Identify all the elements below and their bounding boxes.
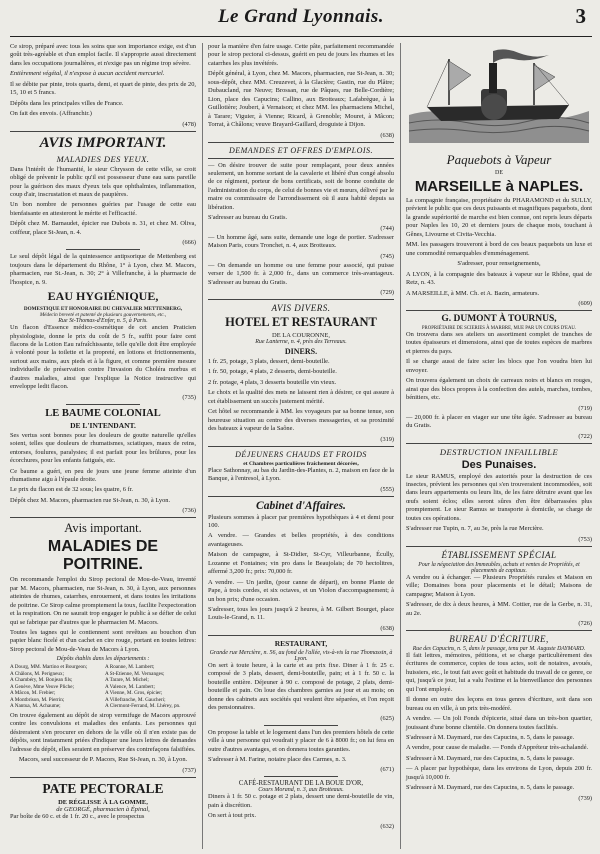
list-item: A Dourg, MM. Martino et Bourgeon; xyxy=(10,664,88,671)
paragraph: Dépôt général, à Lyon, chez M. Macors, pharmacien, rue St-Jean, n. 30; sous-dépôt, chez MM. Creuzevet, à la Glacière; Gastin, rue du Plâtre; Dubaucland, rue Neuve; Brossan, rue de Pâques, rue Belle-Cordière; Lion, place des Capucins; Callino, aux Brotteaux; Lafabrègue, à la Guillotière; Joubert, à Vernaison; et chez MM. les pharmaciens Michel, à Tarare; Viguier, à Vienne; Ricard, à Grenoble; Mouret, à Mâcon; Torrat, à Châlons; veuve Brayard-Gaillard, droguiste à Dijon. xyxy=(208,70,394,129)
ad-subtitle: Médecin breveté et patenté de plusieurs gouvernements, etc., xyxy=(39,312,167,319)
ad-maladies-yeux xyxy=(10,135,196,247)
paragraph: Ses vertus sont bonnes pour les douleurs de goutte naturelle qu'elles soient, telles que douleurs de rhumatismes, sciatiques, maux de reins, entorses, foulures, paralysies; il est parfait pour les brûlures, pour les écorchures, pour les enfants fatigués, etc. xyxy=(10,431,196,465)
divider xyxy=(66,249,140,250)
paragraph: Le seul dépôt légal de la quintessence antipsorique de Mettenberg est toujours dans le département du Rhône, 1° à Lyon, chez M. Macors, pharmacien, rue St.-Jean, n. 30; 2° à Villefranche, à la pharmacie de l'hospice, n. 9. xyxy=(10,253,196,286)
ad-ref: (729) xyxy=(380,288,394,296)
ad-eau-hygienique xyxy=(10,253,196,400)
divider xyxy=(406,546,592,547)
ad-title: Paquebots à Vapeur xyxy=(446,152,552,167)
divider xyxy=(208,496,394,497)
divider xyxy=(406,310,592,311)
ad-ref: (632) xyxy=(380,822,394,830)
paragraph: Entièrement végétal, il n'expose à aucun accident mercuriel. xyxy=(10,70,165,78)
ad-title: MALADIES DE POITRINE. xyxy=(47,538,159,574)
paragraph: Ce sirop, préparé avec tous les soins que son importance exige, est d'un goût très-agréable et d'un emploi facile. Il s'approprie aussi directement dans les occupations journalières, et n'exige pas un régime trop sévère. xyxy=(10,43,196,67)
paragraph: A LYON, à la compagnie des bateaux à vapeur sur le Rhône, quai de Retz, n. 43. xyxy=(406,270,592,287)
ad-ref: (739) xyxy=(578,794,592,802)
ad-subtitle: de GEORGÉ, pharmacien à Épinal, xyxy=(56,805,150,813)
paragraph: 2 fr. potage, 4 plats, 3 desserts bouteille vin vieux. xyxy=(208,378,337,386)
paragraph: A vendre. — Un joli Fonds d'épicerie, situé dans un très-bon quartier, jouissant d'une bonne clientèle. On donnera toutes facilités. xyxy=(406,715,592,731)
divider xyxy=(208,446,394,447)
paragraph: — Un homme âgé, sans suite, demande une loge de portier. S'adresser Maison Paris, cours Tronchet, n. 4, aux Brotteaux. xyxy=(208,233,394,250)
ad-ref: (555) xyxy=(380,485,394,493)
paragraph: On trouvera également un choix de carreaux noirs et blancs en rouges, ainsi que des blocs propres à la confection des autels, marches, tombes, bénitiers, etc. xyxy=(406,377,592,402)
ad-title: ÉTABLISSEMENT SPÉCIAL xyxy=(441,549,557,560)
list-item: A Roanne, M. Lambert; xyxy=(105,664,155,671)
page-header xyxy=(10,0,592,37)
paragraph: On propose la table et le logement dans l'un des premiers hôtels de cette ville à une personne qui voudrait y placer de 6 à 8000 fr.; on lui fera en outre d'autres avantages, et on donnera toutes garanties. xyxy=(208,728,394,753)
paragraph: La compagnie française, propriétaire du PHARAMOND et du SULLY, prévient le public que ces deux puissants et magnifiques paquebots, dont la grande supériorité de marche est bien connue, ont repris leurs départs pour Naples les 10, 20 et derniers jours de chaque mois, touchant à Gênes, Livourne et Civita-Vecchia. xyxy=(406,197,592,238)
section-demandes-emplois xyxy=(208,146,394,296)
paragraph: Place Sathonnay, au bas du Jardin-des-Plantes, n. 2, maison en face de la Banque, à l'entresol, à Lyon. xyxy=(208,466,394,483)
paragraph: A vendre, pour cause de maladie. — Fonds d'Appréteur très-achalandé. xyxy=(406,744,589,752)
paragraph: S'adresser rue Tupin, n. 7, au 3e, près la rue Mercière. xyxy=(406,525,544,533)
paragraph: S'adresser à M. Daymard, rue des Capucins, n. 5, dans le passage. xyxy=(406,784,575,792)
list-item: A Clermont-Ferrand, M. Lhérey, pn. xyxy=(105,703,181,710)
list-item: A Vienne, M. Gros, épicier; xyxy=(105,690,163,697)
paragraph: On fait des envois. (Affranchir.) xyxy=(10,110,92,118)
list-item: A Châlons, M. Perigneux; xyxy=(10,670,65,677)
paragraph: Diners à 1 fr. 50 c. potage et 2 plats, dessert une demi-bouteille de vin, pain à discrétion. xyxy=(208,793,394,809)
section-title: AVIS DIVERS. xyxy=(271,302,331,313)
ad-bureau-ecriture xyxy=(406,634,592,802)
ad-cafe-restaurant xyxy=(208,780,394,829)
ad-title: EAU HYGIÉNIQUE, xyxy=(47,289,159,304)
paragraph: — A placer par hypothèque, dans les environs de Lyon, depuis 200 fr. jusqu'à 10,000 fr. xyxy=(406,765,592,781)
ad-title: AVIS IMPORTANT. xyxy=(39,134,167,151)
column-2 xyxy=(202,43,394,849)
ad-ref: (745) xyxy=(380,252,394,260)
ad-ref: (726) xyxy=(578,619,592,627)
divider xyxy=(208,158,394,159)
ad-title: DÉJEUNERS CHAUDS ET FROIDS xyxy=(235,449,367,459)
ad-pate-pectorale xyxy=(10,781,196,821)
ad-ref: (319) xyxy=(380,435,394,443)
paragraph: Il donne en outre des leçons en tous genres d'écriture, soit dans son bureau ou en ville, à un prix très-modéré. xyxy=(406,696,592,712)
paragraph: Cet hôtel se recommande à MM. les voyageurs par sa bonne tenue, son heureuse situation au centre des diverses messageries, et sa proximité des bateaux à vapeur de la Saône. xyxy=(208,408,394,433)
ad-address: Grande rue Mercière, n. 56, au fond de l'allée, vis-à-vis la rue Thomassin, à Lyon. xyxy=(209,649,393,662)
paragraph: Le choix et la qualité des mets ne laissent rien à désirer, ce qui assure à cet établissement un succès justement mérité. xyxy=(208,389,394,405)
ad-subtitle: DOMESTIQUE ET HONORAIRE DU CHEVALIER METTENBERG, xyxy=(23,306,183,313)
ad-ref: (671) xyxy=(380,766,394,774)
ad-ref: (722) xyxy=(578,432,592,440)
ad-title: PATE PECTORALE xyxy=(42,780,164,796)
columns xyxy=(10,43,592,849)
list-item: A St-Etienne, M. Vernanges; xyxy=(105,670,165,677)
ad-address: Rue des Capucins, n. 5, dans le passage, tenu par M. Auguste DAYMARD. xyxy=(412,645,586,652)
ad-baume-colonial xyxy=(10,408,196,515)
ad-title: G. DUMONT À TOURNUS, xyxy=(441,313,557,324)
ad-title: LE BAUME COLONIAL xyxy=(45,407,161,419)
column-1 xyxy=(10,43,196,849)
paragraph: Dans l'intérêt de l'humanité, le sieur Chrysson de cette ville, se croit obligé de prévenir le public qu'il est possesseur d'une eau sans pareille pour la guérison des maux d'yeux tels que ophthalmies, inflammation, coup d'air, inscrustation et maux de paupières. xyxy=(10,165,196,198)
divider xyxy=(208,299,394,300)
masthead-title: Le Grand Lyonnais. xyxy=(217,6,385,27)
paragraph: Il se charge aussi de faire scier les blocs que l'on voudra bien lui envoyer. xyxy=(406,358,592,374)
list-item: A Valence, M. Lambert; xyxy=(105,683,155,690)
ad-title: CAFÉ-RESTAURANT DE LA BOUE D'OR, xyxy=(238,780,364,788)
ad-subtitle: DE xyxy=(495,170,503,176)
ad-address: Cours Morand, n. 3, aux Brotteaux. xyxy=(258,787,344,794)
ad-ref: (736) xyxy=(182,507,196,515)
ad-title: Cabinet d'Affaires. xyxy=(256,499,346,512)
divider xyxy=(208,635,394,636)
paragraph: Un bon nombre de personnes guéries par l'usage de cette eau bienfaisante en attesteront le mérite et l'efficacité. xyxy=(10,201,196,217)
paragraph: Il fait lettres, mémoires, pétitions, et se charge particulièrement des écritures de commerce, copies de tous actes, soit de notaires, avoués, huissiers, etc., le tout fait avec goût et habitude du travail de ce genre, ce qui, jusqu'à ce jour, lui a valu l'estime et la bienveillance des personnes qui l'ont employé. xyxy=(406,651,592,693)
ad-ref: (638) xyxy=(380,131,394,139)
ad-subtitle: MALADIES DES YEUX. xyxy=(56,153,150,164)
list-item: A Montbrison, M. Pierrin; xyxy=(10,696,65,703)
signature: Macors, seul successeur de P. Macors, Rue St-Jean, n. 30, à Lyon. xyxy=(18,756,188,764)
ad-address: Rue Lanterne, n. 4, près des Terreaux. xyxy=(255,338,347,345)
ad-ref: (609) xyxy=(578,299,592,307)
paragraph: A MARSEILLE, à MM. Ch. et A. Bazin, armateurs. xyxy=(406,289,540,297)
ad-pension xyxy=(208,729,394,774)
paragraph: On sert à toute heure, à la carte et au prix fixe. Diner à 1 fr. 25 c. composé de 3 plats, dessert, demi-bouteille, pain; et à 1 fr. 50 c. la bouteille entière. Déjeuner à 90 c. composé de potage, 2 plats, demi-bouteille et pain. On loue des chambres garnies au jour et au mois; on donne des cabinets aux sociétés qui veulent être séparées, et l'on reçoit des pensionnaires. xyxy=(208,661,394,712)
ad-ref: (719) xyxy=(578,404,592,412)
divider xyxy=(66,404,140,405)
section-title: DEMANDES ET OFFRES D'EMPLOIS. xyxy=(228,145,374,155)
divider xyxy=(406,443,592,444)
paragraph: 1 fr. 50, potage, 4 plats, 2 desserts, demi-bouteille. xyxy=(208,368,337,376)
ad-cabinet-affaires xyxy=(208,500,394,632)
paragraph: On trouvera dans ses ateliers un assortiment complet de tranches de toutes épaisseurs et dimensions, ainsi que de toutes espèces de marbres et pierres du pays. xyxy=(406,330,592,355)
paragraph: — On désire trouver de suite pour remplaçant, pour deux années seulement, un homme sortant de la cavalerie et libéré d'un congé absolu de ce régiment, porteur de bons certificats, soit de bonne conduite de l'administration du corps, de celui de bonnes vie et mœurs, délivré par le maire ou commissaire de l'arrondissement où il aura habité depuis sa libération. xyxy=(208,161,394,211)
ad-title: HOTEL ET RESTAURANT xyxy=(225,314,377,329)
ad-ref: (625) xyxy=(380,714,394,722)
column-3 xyxy=(400,43,592,849)
paragraph: Dépôt chez M. Macors, pharmacien rue St-Jean, n. 30, à Lyon. xyxy=(10,496,171,504)
paragraph: Ce baume a guéri, en peu de jours une jeune femme atteinte d'un rhumatisme aigu à l'épaule droite. xyxy=(10,467,196,483)
page-number: 3 xyxy=(575,4,586,28)
ad-restaurant xyxy=(208,639,394,722)
paragraph: A vendre. — Un jardin, (pour canne de départ), en bonne Plante de Pape, à trois cordes, et six octaves, et un Violon d'accompagnement; à un bon prix; d'une occasion. xyxy=(208,578,394,603)
depots-title: Dépôts établis dans les départements : xyxy=(56,656,150,663)
list-item: A Nantua, M. Achaume; xyxy=(10,703,61,710)
ad-subtitle: DE RÉGLISSE À LA GOMME, xyxy=(58,798,148,806)
steamship-illustration xyxy=(406,45,592,143)
ad-title: DESTRUCTION INFAILLIBLE xyxy=(439,446,559,457)
list-item: A Genève, Mme Veuve Pliche; xyxy=(10,683,75,690)
paragraph: S'adresser à M. Daymard, rue des Capucins, n. 5, dans le passage. xyxy=(406,754,575,762)
paragraph: Dépôt chez M. Barnaudet, épicier rue Dubois n. 31, et chez M. Oliva, coiffeur, place St-Jean, n. 4. xyxy=(10,220,196,236)
paragraph: 1 fr. 25, potage, 3 plats, dessert, demi-bouteille. xyxy=(208,357,330,365)
syrup-intro xyxy=(10,43,196,128)
list-item: A Mâcon, M. Frebier; xyxy=(10,690,56,697)
ad-subtitle: DE LA COURONNE, xyxy=(272,331,330,339)
ad-ref: (478) xyxy=(182,120,196,128)
ad-ref: (737) xyxy=(182,766,196,774)
paragraph: On recommande l'emploi du Sirop pectoral de Mou-de-Veau, inventé par M. Macors, pharmacien, rue St-Jean, n. 30, à Lyon, aux personnes atteintes de rhumes, catarrhes, enrouement, et dans toutes les irritations de poitrine. Ce Sirop calme promptement la toux, facilite l'expectoration et la respiration. On ne saurait trop engager le public à se défier de celui qui se fabrique par d'autres que le pharmacien M. Macors. xyxy=(10,576,196,626)
ad-title: Des Punaises. xyxy=(461,458,537,471)
ad-maladies-poitrine xyxy=(10,521,196,773)
paragraph: Le sieur RAMUS, employé des autorités pour la destruction de ces insectes, prévient les personnes qui s'en trouveraient incommodées, soit dans leurs appartements ou leurs lits, de les faire détruire avant que les œufs soient éclos; elles seront sûres d'en être débarrassées plus promptement. Le sieur Ramus se transporte à domicile, se charge de toutes ces opérations. xyxy=(406,472,592,522)
divider xyxy=(10,517,196,518)
ad-ref: (753) xyxy=(578,535,592,543)
divider xyxy=(10,777,196,778)
paragraph: Plusieurs sommes à placer par premières hypothèques à 4 et demi pour 100. xyxy=(208,513,394,529)
list-item: A Tarare, M. Michel; xyxy=(105,677,149,684)
ad-title: Avis important. xyxy=(64,521,142,536)
paragraph: A vendre ou à échanger. — Plusieurs Propriétés rurales et Maison en ville; Domaines bons pour placements et le détail; Maisons de campagne; Maison à Lyon. xyxy=(406,573,592,598)
divider xyxy=(10,131,196,132)
list-item: A Villefranche, M. Gaucheri; xyxy=(105,696,166,703)
ad-ref: (666) xyxy=(182,239,196,247)
paragraph: A vendre. — Grandes et belles propriétés, à des conditions avantageuses. xyxy=(208,532,394,548)
ad-ref: (735) xyxy=(182,393,196,401)
ad-title: BUREAU D'ÉCRITURE, xyxy=(449,633,549,644)
paragraph: pour la manière d'en faire usage. Cette pâte, parfaitement recommandée pour le sirop pectoral ci-dessus, guérit en peu de jours les rhumes et les catarrhes les plus invétérés. xyxy=(208,43,394,67)
paragraph: S'adresser à M. Daymard, rue des Capucins, n. 5, dans le passage. xyxy=(406,734,575,742)
paragraph: S'adresser, tous les jours jusqu'à 2 heures, à M. Gilbert Bourget, place Louis-le-Grand, n. 11. xyxy=(208,606,394,622)
ad-title: RESTAURANT, xyxy=(274,638,328,648)
divider xyxy=(264,725,338,726)
paragraph: Par boîte de 60 c. et de 1 fr. 20 c., avec le prospectus xyxy=(10,812,145,820)
paragraph: S'adresser, pour renseignements, xyxy=(457,260,541,268)
paragraph: Le prix du flacon est de 32 sous; les quatre, 6 fr. xyxy=(10,486,133,494)
paragraph: MM. les passagers trouveront à bord de ces beaux paquebots un luxe et une commodité remarquables d'emménagement. xyxy=(406,241,592,257)
divider xyxy=(208,142,394,143)
paragraph: Maison de campagne, à St-Didier, St-Cyr, Villeurbanne, Écully, Lozanne et Fontaines; vin pro dans le Beaujolais; de 70 hectolitres, affermé 3,200 fr.; prix: 70,000 fr. xyxy=(208,551,394,576)
ad-subtitle: DE L'INTENDANT. xyxy=(70,420,136,430)
list-item: A Chambéry, M. Bonjean fils; xyxy=(10,677,73,684)
ad-subtitle: PROPRIÉTAIRE DE SCIERIES À MARBRE, MUE PAR UN COURS D'EAU. xyxy=(421,325,577,331)
ad-etablissement-special xyxy=(406,550,592,627)
ad-subtitle: et Chambres particulières fraîchement décorées, xyxy=(243,460,359,467)
paragraph: S'adresser à M. Farine, notaire place des Carmes, n. 3. xyxy=(208,756,347,764)
paragraph: — 20,000 fr. à placer en viager sur une tête âgée. S'adresser au bureau du Gratis. xyxy=(406,413,592,430)
ad-hotel-couronne xyxy=(208,303,394,443)
paragraph: Toutes les tagnes qui le contiennent sont revêtues au bouchon d'un papier blanc ficelé et d'un cachet en cire rouge, portant en toutes lettres: Sirop pectoral de Mou-de-Veau de Macors à Lyon. xyxy=(10,629,196,653)
divider xyxy=(264,776,338,777)
paragraph: — On demande un homme ou une femme pour associé, qui puisse verser de 1,500 fr. à 2,000 fr., dans un commerce très-avantageux. S'adresser au bureau du Gratis. xyxy=(208,261,394,286)
paragraph: S'adresser au bureau du Gratis. xyxy=(208,214,288,222)
depot-list xyxy=(10,664,196,710)
paragraph: On sert à tout prix. xyxy=(208,812,257,820)
ad-dumont-tournus xyxy=(406,314,592,440)
ad-dejeuners xyxy=(208,450,394,493)
ad-title: MARSEILLE à NAPLES. xyxy=(414,178,584,195)
paragraph: On trouve également au dépôt de sirop vermifuge de Macors approuvé contre les convulsions et maladies des enfants. Les personnes qui désireraient s'en procurer en dehors de la ville où il n'en existe pas de dépôts, sont instamment priées d'indiquer une leurs lettres de demandes l'adresse du dépôt, elles seraient en préserver des contrefaçons falsifiées. xyxy=(10,711,196,753)
paragraph: S'adresser, de dix à deux heures, à MM. Cottier, rue de la Gerbe, n. 31, au 2e. xyxy=(406,601,592,617)
ad-address: Rue St-Thomas-d'Enfer, n. 5, à Paris. xyxy=(58,318,148,325)
ad-ref: (744) xyxy=(380,224,394,232)
ad-paquebots xyxy=(406,152,592,307)
ad-punaises xyxy=(406,447,592,543)
paragraph: Un flacon d'Essence médico-cosmétique de cet ancien Praticien physiologiste, donne le prix du coût de 5 fr., suffit pour faire cent flacons de la Lotion Eau rafraîchissante, telle qu'elle doit être employée à volonté pour la toilette et la propreté, en lotions et frictionnements, surtout aux mains, aux pieds et à la figure, et comme première mesure individuelle de préservation contre l'invasion du Choléra morbus et d'autres maladies, ainsi que l'explique la Notice instructive qui enveloppe ledit flacon. xyxy=(10,324,196,391)
paragraph: Il se débite par pinte, trois quarts, demi, et quart de pinte, des prix de 20, 15, 10 et 5 francs. xyxy=(10,80,196,97)
paragraph: Dépôts dans les principales villes de France. xyxy=(10,99,124,107)
ad-subtitle: Pour la négociation des Immeubles, achats et ventes de Propriétés, et placements de capitaux. xyxy=(418,561,580,574)
ad-subtitle: DINERS. xyxy=(284,346,318,356)
ad-ref: (638) xyxy=(380,624,394,632)
divider xyxy=(406,630,592,631)
